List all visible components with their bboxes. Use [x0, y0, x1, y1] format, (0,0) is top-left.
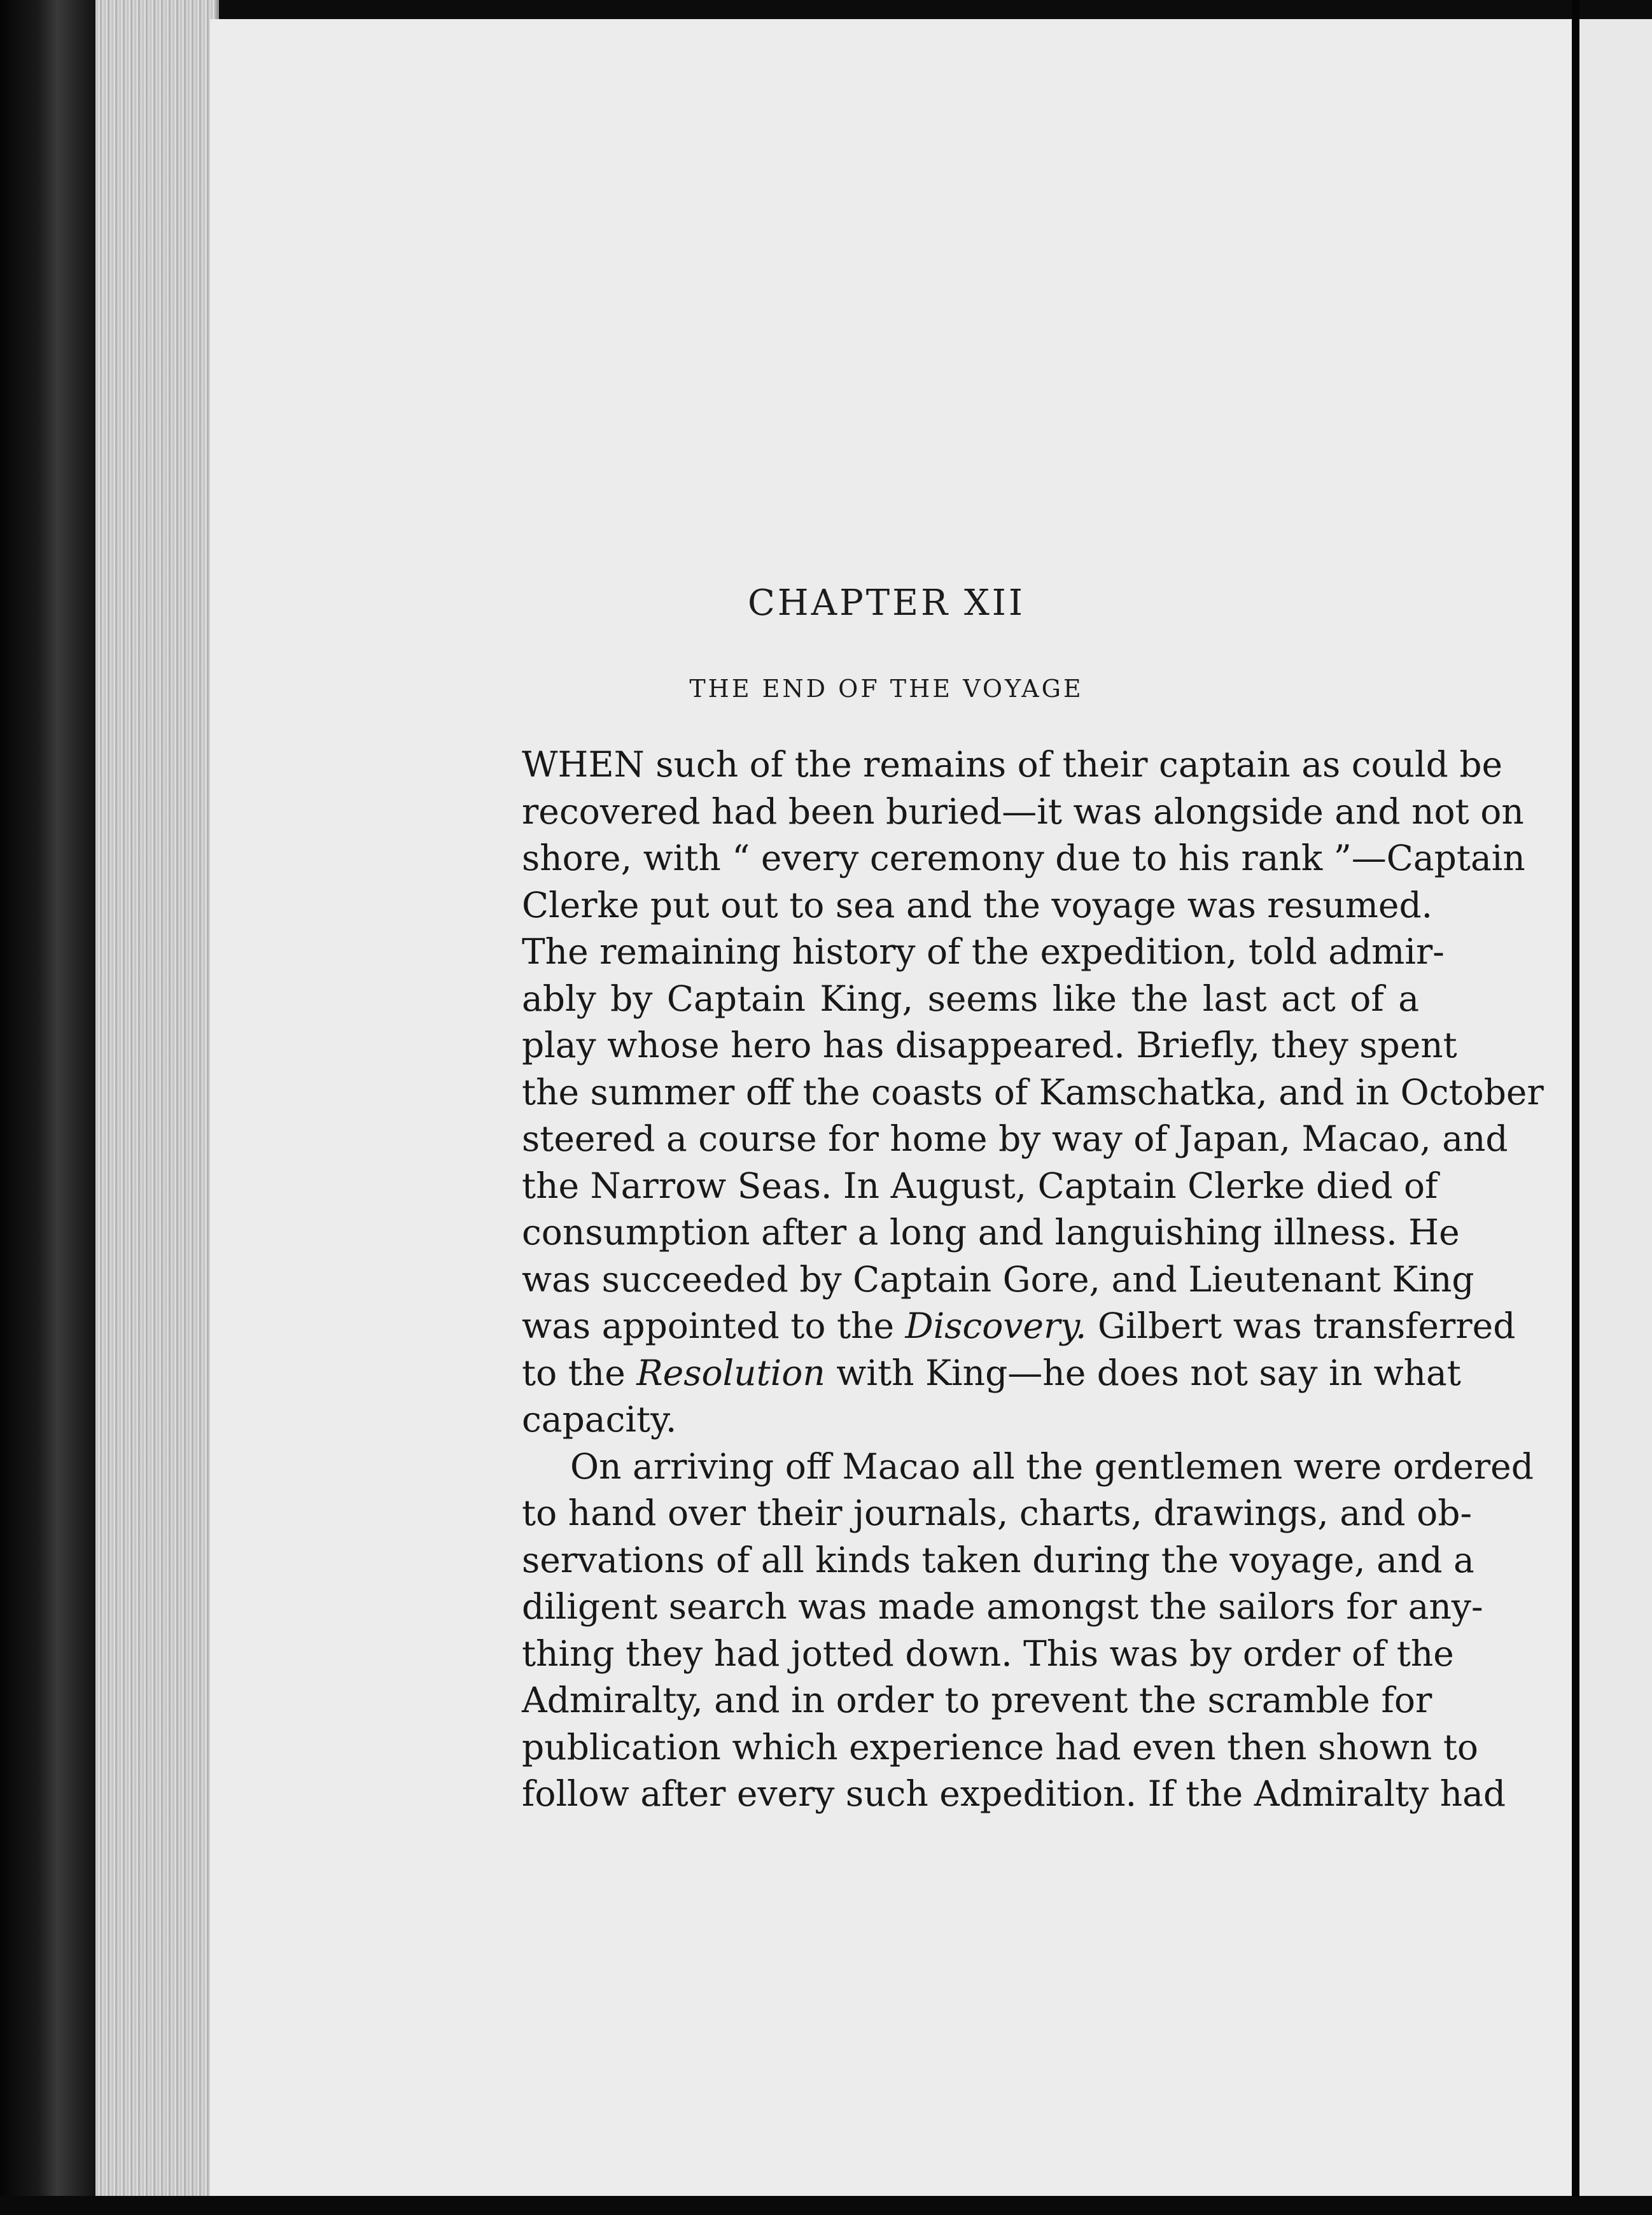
text-line: the summer off the coasts of Kamschatka, and in October [522, 1071, 1544, 1113]
text-line: thing they had jotted down. This was by order of the [522, 1633, 1454, 1674]
text-line: consumption after a long and languishing illness. He [522, 1212, 1460, 1253]
text-line: Clerke put out to sea and the voyage was resumed. [522, 884, 1433, 925]
text-line: On arriving off Macao all the gentlemen were ordered [570, 1445, 1534, 1487]
text-line: steered a course for home by way of Japan, Macao, and [522, 1118, 1508, 1159]
text-line: Admiralty, and in order to prevent the scramble for [522, 1680, 1432, 1720]
chapter-title: CHAPTER XII [747, 582, 1026, 624]
page-gutter [1572, 0, 1579, 2215]
text-line: servations of all kinds taken during the voyage, and a [522, 1539, 1474, 1580]
text-line: shore, with “ every ceremony due to his rank ”—Captain [522, 838, 1525, 878]
text-line: ably by Captain King, seems like the last act of a [522, 978, 1419, 1019]
text-line: The remaining history of the expedition, told admir- [522, 931, 1445, 972]
text-line: diligent search was made amongst the sailors for any- [522, 1586, 1483, 1627]
text-line: the Narrow Seas. In August, Captain Clerke died of [522, 1165, 1438, 1206]
text-line: was appointed to the Discovery. Gilbert was transferred [522, 1305, 1516, 1346]
ship-name: Discovery. [905, 1305, 1087, 1346]
facing-page-edge [1579, 19, 1652, 2196]
text-line: follow after every such expedition. If the Admiralty had [522, 1773, 1506, 1814]
text-line: play whose hero has disappeared. Briefly, they spent [522, 1025, 1457, 1065]
text-line: publication which experience had even then shown to [522, 1726, 1479, 1768]
ship-name: Resolution [636, 1352, 825, 1393]
body-text [522, 742, 1544, 1818]
text-line: was succeeded by Captain Gore, and Lieutenant King [522, 1258, 1474, 1300]
book-spine [0, 0, 95, 2215]
text-line: to hand over their journals, charts, drawings, and ob- [522, 1493, 1473, 1533]
scan-border [0, 2196, 1652, 2215]
text-line: to the Resolution with King—he does not say in what [522, 1352, 1461, 1393]
text-line: recovered had been buried—it was alongside and not on [522, 791, 1524, 832]
chapter-subtitle: THE END OF THE VOYAGE [689, 675, 1084, 703]
page-edges [95, 0, 219, 2215]
text-line: WHEN such of the remains of their captain as could be [522, 744, 1503, 785]
text-line: capacity. [522, 1399, 677, 1440]
